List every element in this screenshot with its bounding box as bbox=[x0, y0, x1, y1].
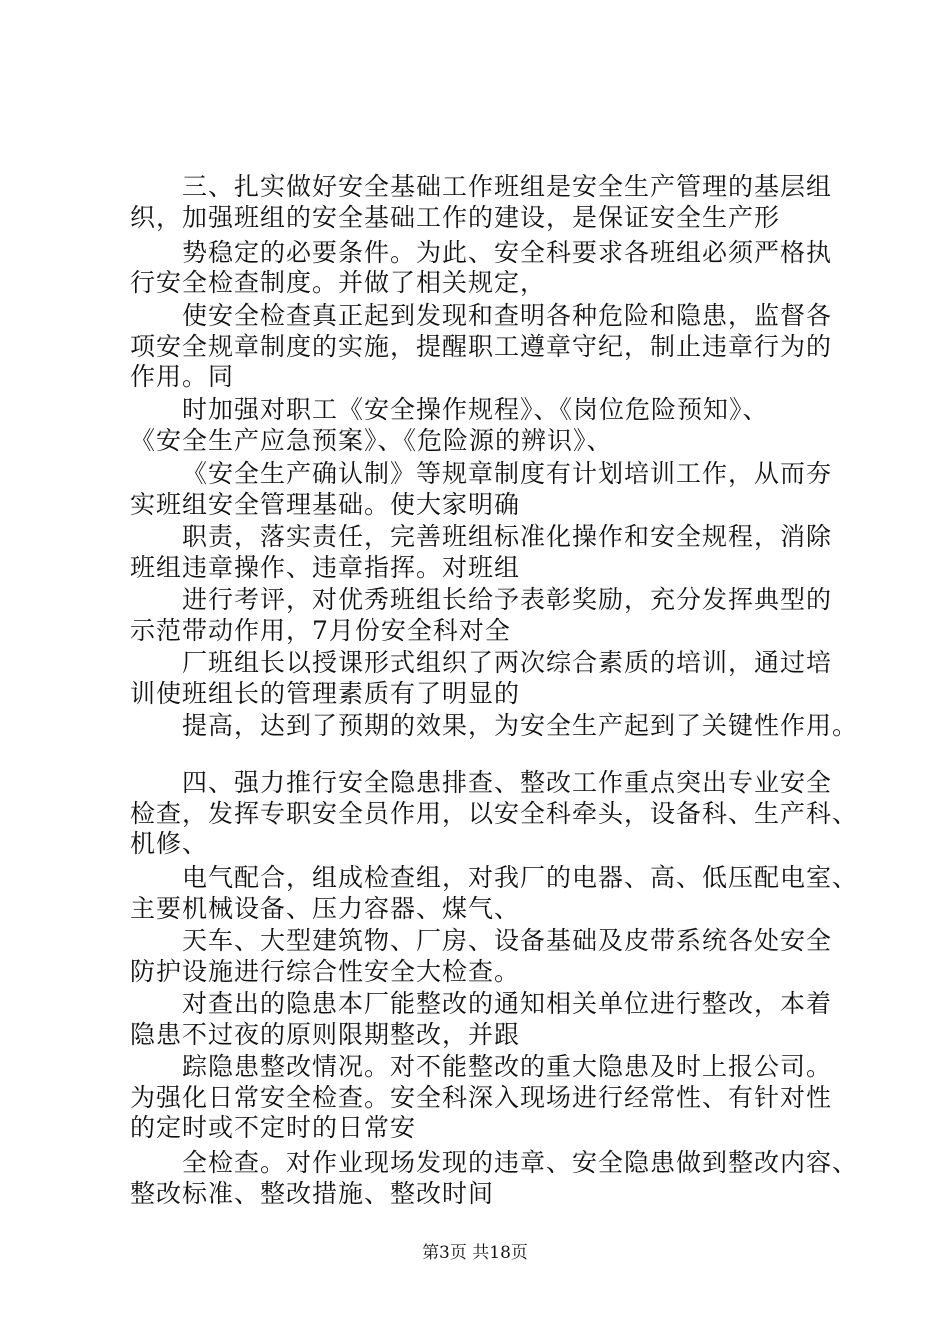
text-line: 《安全生产应急预案》、《危险源的辨识》、 bbox=[130, 426, 613, 455]
text-line: 使安全检查真正起到发现和查明各种危险和隐患，监督各 bbox=[182, 301, 833, 330]
text-line: 行安全检查制度。并做了相关规定， bbox=[130, 268, 547, 297]
text-line: 势稳定的必要条件。为此、安全科要求各班组必须严格执 bbox=[182, 238, 833, 267]
text-line: 《安全生产确认制》等规章制度有计划培训工作，从而夯 bbox=[182, 459, 833, 488]
text-line: 班组违章操作、违章指挥。对班组 bbox=[130, 553, 521, 582]
page-number-footer: 第3页 共18页 bbox=[422, 1243, 528, 1263]
text-line: 踪隐患整改情况。对不能整改的重大隐患及时上报公司。 bbox=[182, 1052, 833, 1081]
text-line: 厂班组长以授课形式组织了两次综合素质的培训，通过培 bbox=[182, 648, 833, 677]
text-line: 机修、 bbox=[130, 829, 209, 858]
text-line: 进行考评，对优秀班组长给予表彰奖励，充分发挥典型的 bbox=[182, 585, 833, 614]
text-line: 的定时或不定时的日常安 bbox=[130, 1113, 417, 1142]
text-line: 职责，落实责任，完善班组标准化操作和安全规程，消除 bbox=[182, 522, 833, 551]
text-line: 整改标准、整改措施、整改时间 bbox=[130, 1179, 495, 1208]
text-line: 对查出的隐患本厂能整改的通知相关单位进行整改，本着 bbox=[182, 989, 833, 1018]
text-line: 主要机械设备、压力容器、煤气、 bbox=[130, 894, 521, 923]
text-line: 提高，达到了预期的效果，为安全生产起到了关键性作用。 bbox=[182, 711, 859, 740]
text-line: 为强化日常安全检查。安全科深入现场进行经常性、有针对性 bbox=[130, 1083, 833, 1112]
text-line: 隐患不过夜的原则限期整改，并跟 bbox=[130, 1020, 521, 1049]
text-line: 三、扎实做好安全基础工作班组是安全生产管理的基层组 bbox=[182, 172, 833, 201]
text-line: 训使班组长的管理素质有了明显的 bbox=[130, 679, 521, 708]
text-line: 全检查。对作业现场发现的违章、安全隐患做到整改内容、 bbox=[182, 1148, 859, 1177]
text-line: 项安全规章制度的实施，提醒职工遵章守纪，制止违章行为的 bbox=[130, 332, 833, 361]
text-line: 四、强力推行安全隐患排查、整改工作重点突出专业安全 bbox=[182, 768, 833, 797]
text-line: 防护设施进行综合性安全大检查。 bbox=[130, 957, 521, 986]
text-line: 时加强对职工《安全操作规程》、《岗位危险预知》、 bbox=[182, 395, 769, 424]
text-line: 实班组安全管理基础。使大家明确 bbox=[130, 490, 521, 519]
text-line: 检查，发挥专职安全员作用，以安全科牵头，设备科、生产科、 bbox=[130, 799, 859, 828]
text-line: 织，加强班组的安全基础工作的建设，是保证安全生产形 bbox=[130, 203, 781, 232]
text-line: 示范带动作用，7月份安全科对全 bbox=[130, 616, 511, 645]
text-line: 作用。同 bbox=[130, 362, 235, 391]
text-line: 天车、大型建筑物、厂房、设备基础及皮带系统各处安全 bbox=[182, 926, 833, 955]
text-line: 电气配合，组成检查组，对我厂的电器、高、低压配电室、 bbox=[182, 863, 859, 892]
